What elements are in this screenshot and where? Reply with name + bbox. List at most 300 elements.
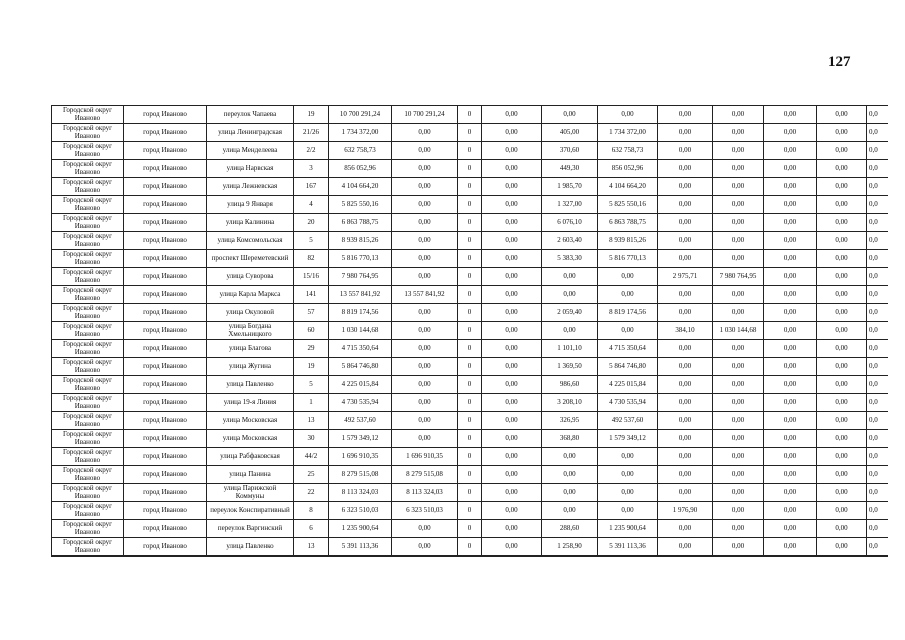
amount-cell: 0,00 (764, 412, 817, 430)
district-cell: Городской округ Иваново (52, 322, 124, 340)
house-number-cell: 30 (294, 430, 329, 448)
amount-cell: 0,00 (392, 250, 458, 268)
house-number-cell: 19 (294, 358, 329, 376)
count-cell: 0 (458, 412, 482, 430)
table-row (52, 142, 888, 160)
amount-cell: 0,00 (598, 466, 658, 484)
city-cell: город Иваново (124, 250, 207, 268)
street-cell: переулок Чапаева (207, 106, 294, 124)
amount-cell: 10 700 291,24 (392, 106, 458, 124)
district-cell: Городской округ Иваново (52, 412, 124, 430)
area-cell: 0,00 (658, 196, 713, 214)
amount-cell: 0,0 (867, 502, 888, 520)
area-cell: 2 603,40 (542, 232, 598, 250)
district-cell: Городской округ Иваново (52, 214, 124, 232)
amount-cell: 0,00 (817, 178, 867, 196)
area-cell: 0,00 (658, 538, 713, 557)
amount-cell: 0,00 (482, 412, 542, 430)
amount-cell: 0,00 (482, 358, 542, 376)
district-cell: Городской округ Иваново (52, 538, 124, 557)
table-row (52, 430, 888, 448)
district-cell: Городской округ Иваново (52, 394, 124, 412)
amount-cell: 4 104 664,20 (598, 178, 658, 196)
table-row (52, 376, 888, 394)
amount-cell: 5 816 770,13 (329, 250, 392, 268)
amount-cell: 6 323 510,03 (392, 502, 458, 520)
street-cell: улица Суворова (207, 268, 294, 286)
table-row (52, 106, 888, 124)
amount-cell: 8 939 815,26 (329, 232, 392, 250)
amount-cell: 0,0 (867, 304, 888, 322)
amount-cell: 0,00 (392, 412, 458, 430)
house-number-cell: 4 (294, 196, 329, 214)
table-row (52, 520, 888, 538)
amount-cell: 856 052,96 (329, 160, 392, 178)
amount-cell: 0,00 (817, 466, 867, 484)
amount-cell: 0,00 (392, 394, 458, 412)
area-cell: 0,00 (542, 268, 598, 286)
amount-cell: 0,0 (867, 214, 888, 232)
house-number-cell: 3 (294, 160, 329, 178)
amount-cell: 0,00 (392, 178, 458, 196)
amount-cell: 5 825 550,16 (598, 196, 658, 214)
area-cell: 368,80 (542, 430, 598, 448)
house-number-cell: 25 (294, 466, 329, 484)
amount-cell: 0,00 (764, 466, 817, 484)
amount-cell: 8 279 515,08 (329, 466, 392, 484)
amount-cell: 0,00 (482, 448, 542, 466)
amount-cell: 0,00 (817, 448, 867, 466)
amount-cell: 8 113 324,03 (392, 484, 458, 502)
amount-cell: 0,00 (764, 196, 817, 214)
street-cell: улица Менделеева (207, 142, 294, 160)
amount-cell: 0,00 (392, 232, 458, 250)
count-cell: 0 (458, 304, 482, 322)
amount-cell: 0,00 (598, 448, 658, 466)
amount-cell: 4 104 664,20 (329, 178, 392, 196)
street-cell: переулок Конспиративный (207, 502, 294, 520)
amount-cell: 0,0 (867, 358, 888, 376)
amount-cell: 0,00 (764, 268, 817, 286)
street-cell: переулок Варгинский (207, 520, 294, 538)
city-cell: город Иваново (124, 448, 207, 466)
area-cell: 0,00 (658, 178, 713, 196)
house-number-cell: 6 (294, 520, 329, 538)
house-number-cell: 20 (294, 214, 329, 232)
amount-cell: 0,00 (713, 412, 764, 430)
table-row (52, 160, 888, 178)
data-table (51, 105, 888, 557)
amount-cell: 0,00 (392, 304, 458, 322)
amount-cell: 0,00 (764, 250, 817, 268)
amount-cell: 5 864 746,80 (329, 358, 392, 376)
amount-cell: 0,00 (713, 250, 764, 268)
house-number-cell: 29 (294, 340, 329, 358)
count-cell: 0 (458, 466, 482, 484)
city-cell: город Иваново (124, 232, 207, 250)
area-cell: 0,00 (658, 376, 713, 394)
amount-cell: 0,00 (482, 214, 542, 232)
amount-cell: 0,00 (713, 124, 764, 142)
amount-cell: 0,00 (713, 376, 764, 394)
count-cell: 0 (458, 538, 482, 557)
area-cell: 2 059,40 (542, 304, 598, 322)
street-cell: проспект Шереметевский (207, 250, 294, 268)
amount-cell: 0,00 (482, 394, 542, 412)
area-cell: 0,00 (658, 232, 713, 250)
amount-cell: 5 391 113,36 (329, 538, 392, 557)
street-cell: улица Калинина (207, 214, 294, 232)
count-cell: 0 (458, 106, 482, 124)
area-cell: 6 076,10 (542, 214, 598, 232)
street-cell: улица 9 Января (207, 196, 294, 214)
amount-cell: 0,00 (764, 358, 817, 376)
district-cell: Городской округ Иваново (52, 160, 124, 178)
amount-cell: 0,0 (867, 376, 888, 394)
table-row (52, 412, 888, 430)
area-cell: 0,00 (658, 250, 713, 268)
amount-cell: 0,0 (867, 340, 888, 358)
count-cell: 0 (458, 250, 482, 268)
amount-cell: 4 715 350,64 (329, 340, 392, 358)
district-cell: Городской округ Иваново (52, 142, 124, 160)
amount-cell: 0,00 (392, 268, 458, 286)
amount-cell: 0,0 (867, 430, 888, 448)
house-number-cell: 60 (294, 322, 329, 340)
area-cell: 0,00 (542, 466, 598, 484)
amount-cell: 0,0 (867, 538, 888, 557)
count-cell: 0 (458, 232, 482, 250)
amount-cell: 1 235 900,64 (598, 520, 658, 538)
amount-cell: 492 537,60 (329, 412, 392, 430)
street-cell: улица Комсомольская (207, 232, 294, 250)
area-cell: 0,00 (658, 142, 713, 160)
area-cell: 1 976,90 (658, 502, 713, 520)
table-row (52, 448, 888, 466)
amount-cell: 0,00 (392, 160, 458, 178)
count-cell: 0 (458, 214, 482, 232)
amount-cell: 0,00 (713, 286, 764, 304)
amount-cell: 0,00 (817, 142, 867, 160)
area-cell: 0,00 (542, 484, 598, 502)
table-row (52, 322, 888, 340)
house-number-cell: 8 (294, 502, 329, 520)
city-cell: город Иваново (124, 160, 207, 178)
house-number-cell: 44/2 (294, 448, 329, 466)
area-cell: 0,00 (658, 358, 713, 376)
house-number-cell: 13 (294, 538, 329, 557)
table-row (52, 214, 888, 232)
district-cell: Городской округ Иваново (52, 124, 124, 142)
amount-cell: 0,00 (764, 448, 817, 466)
count-cell: 0 (458, 376, 482, 394)
amount-cell: 0,00 (764, 502, 817, 520)
amount-cell: 0,0 (867, 106, 888, 124)
house-number-cell: 82 (294, 250, 329, 268)
amount-cell: 8 113 324,03 (329, 484, 392, 502)
table-row (52, 232, 888, 250)
street-cell: улица Рабфаковская (207, 448, 294, 466)
amount-cell: 0,00 (713, 214, 764, 232)
city-cell: город Иваново (124, 142, 207, 160)
table-body (52, 106, 888, 557)
count-cell: 0 (458, 286, 482, 304)
amount-cell: 0,00 (482, 484, 542, 502)
area-cell: 0,00 (542, 502, 598, 520)
amount-cell: 0,00 (764, 538, 817, 557)
amount-cell: 10 700 291,24 (329, 106, 392, 124)
amount-cell: 0,00 (764, 322, 817, 340)
amount-cell: 0,00 (713, 304, 764, 322)
amount-cell: 0,00 (817, 250, 867, 268)
count-cell: 0 (458, 340, 482, 358)
count-cell: 0 (458, 394, 482, 412)
amount-cell: 0,00 (392, 196, 458, 214)
amount-cell: 0,00 (713, 196, 764, 214)
amount-cell: 0,00 (764, 160, 817, 178)
amount-cell: 4 225 015,84 (598, 376, 658, 394)
amount-cell: 0,00 (392, 124, 458, 142)
amount-cell: 0,00 (392, 358, 458, 376)
amount-cell: 7 980 764,95 (713, 268, 764, 286)
amount-cell: 0,00 (482, 106, 542, 124)
amount-cell: 5 864 746,80 (598, 358, 658, 376)
count-cell: 0 (458, 448, 482, 466)
street-cell: улица Благова (207, 340, 294, 358)
house-number-cell: 1 (294, 394, 329, 412)
house-number-cell: 141 (294, 286, 329, 304)
amount-cell: 0,0 (867, 268, 888, 286)
area-cell: 0,00 (542, 322, 598, 340)
amount-cell: 632 758,73 (598, 142, 658, 160)
amount-cell: 4 225 015,84 (329, 376, 392, 394)
area-cell: 1 258,90 (542, 538, 598, 557)
amount-cell: 0,00 (392, 322, 458, 340)
amount-cell: 0,00 (817, 322, 867, 340)
amount-cell: 0,00 (817, 268, 867, 286)
amount-cell: 1 734 372,00 (598, 124, 658, 142)
street-cell: улица Нарвская (207, 160, 294, 178)
amount-cell: 5 825 550,16 (329, 196, 392, 214)
city-cell: город Иваново (124, 286, 207, 304)
count-cell: 0 (458, 142, 482, 160)
amount-cell: 0,00 (482, 142, 542, 160)
count-cell: 0 (458, 520, 482, 538)
amount-cell: 0,00 (482, 466, 542, 484)
amount-cell: 8 279 515,08 (392, 466, 458, 484)
count-cell: 0 (458, 502, 482, 520)
amount-cell: 0,00 (764, 178, 817, 196)
amount-cell: 0,0 (867, 232, 888, 250)
amount-cell: 0,00 (598, 484, 658, 502)
amount-cell: 0,0 (867, 448, 888, 466)
amount-cell: 0,0 (867, 160, 888, 178)
amount-cell: 8 819 174,56 (598, 304, 658, 322)
amount-cell: 0,00 (764, 106, 817, 124)
amount-cell: 0,0 (867, 394, 888, 412)
amount-cell: 0,00 (482, 340, 542, 358)
amount-cell: 0,00 (482, 232, 542, 250)
amount-cell: 0,00 (764, 304, 817, 322)
amount-cell: 13 557 841,92 (329, 286, 392, 304)
amount-cell: 4 730 535,94 (598, 394, 658, 412)
amount-cell: 0,00 (817, 124, 867, 142)
district-cell: Городской округ Иваново (52, 448, 124, 466)
street-cell: улица Карла Маркса (207, 286, 294, 304)
table-row (52, 484, 888, 502)
amount-cell: 0,00 (598, 286, 658, 304)
amount-cell: 0,00 (482, 124, 542, 142)
area-cell: 0,00 (658, 106, 713, 124)
amount-cell: 632 758,73 (329, 142, 392, 160)
amount-cell: 0,00 (713, 160, 764, 178)
house-number-cell: 57 (294, 304, 329, 322)
street-cell: улица Лежневская (207, 178, 294, 196)
street-cell: улица Жугина (207, 358, 294, 376)
amount-cell: 6 863 788,75 (329, 214, 392, 232)
amount-cell: 1 734 372,00 (329, 124, 392, 142)
district-cell: Городской округ Иваново (52, 376, 124, 394)
amount-cell: 0,00 (764, 484, 817, 502)
district-cell: Городской округ Иваново (52, 268, 124, 286)
amount-cell: 0,00 (713, 466, 764, 484)
amount-cell: 0,00 (764, 214, 817, 232)
amount-cell: 0,00 (392, 142, 458, 160)
amount-cell: 0,00 (764, 340, 817, 358)
district-cell: Городской округ Иваново (52, 178, 124, 196)
area-cell: 1 369,50 (542, 358, 598, 376)
amount-cell: 0,00 (817, 520, 867, 538)
city-cell: город Иваново (124, 304, 207, 322)
amount-cell: 1 579 349,12 (598, 430, 658, 448)
amount-cell: 0,00 (817, 394, 867, 412)
amount-cell: 0,00 (482, 250, 542, 268)
amount-cell: 0,0 (867, 142, 888, 160)
street-cell: улица Ленинградская (207, 124, 294, 142)
district-cell: Городской округ Иваново (52, 340, 124, 358)
amount-cell: 0,00 (598, 502, 658, 520)
amount-cell: 0,00 (817, 484, 867, 502)
amount-cell: 0,00 (764, 124, 817, 142)
city-cell: город Иваново (124, 196, 207, 214)
area-cell: 384,10 (658, 322, 713, 340)
district-cell: Городской округ Иваново (52, 304, 124, 322)
city-cell: город Иваново (124, 412, 207, 430)
amount-cell: 0,00 (392, 520, 458, 538)
amount-cell: 0,00 (764, 376, 817, 394)
area-cell: 0,00 (658, 124, 713, 142)
street-cell: улица Богдана Хмельницкого (207, 322, 294, 340)
area-cell: 326,95 (542, 412, 598, 430)
amount-cell: 1 579 349,12 (329, 430, 392, 448)
amount-cell: 0,00 (713, 484, 764, 502)
count-cell: 0 (458, 322, 482, 340)
area-cell: 1 985,70 (542, 178, 598, 196)
street-cell: улица 19-я Линия (207, 394, 294, 412)
area-cell: 0,00 (658, 394, 713, 412)
area-cell: 0,00 (658, 448, 713, 466)
count-cell: 0 (458, 160, 482, 178)
city-cell: город Иваново (124, 394, 207, 412)
amount-cell: 6 863 788,75 (598, 214, 658, 232)
street-cell: улица Панина (207, 466, 294, 484)
amount-cell: 0,0 (867, 178, 888, 196)
area-cell: 986,60 (542, 376, 598, 394)
district-cell: Городской округ Иваново (52, 196, 124, 214)
city-cell: город Иваново (124, 268, 207, 286)
street-cell: улица Московская (207, 412, 294, 430)
amount-cell: 0,00 (817, 214, 867, 232)
table-row (52, 268, 888, 286)
table-row (52, 196, 888, 214)
amount-cell: 0,00 (764, 520, 817, 538)
city-cell: город Иваново (124, 106, 207, 124)
city-cell: город Иваново (124, 502, 207, 520)
amount-cell: 0,00 (764, 394, 817, 412)
amount-cell: 0,00 (713, 520, 764, 538)
area-cell: 288,60 (542, 520, 598, 538)
amount-cell: 0,0 (867, 250, 888, 268)
table-row (52, 394, 888, 412)
house-number-cell: 5 (294, 232, 329, 250)
table-row (52, 502, 888, 520)
amount-cell: 1 030 144,68 (713, 322, 764, 340)
table-row (52, 304, 888, 322)
amount-cell: 0,00 (482, 286, 542, 304)
amount-cell: 0,00 (817, 340, 867, 358)
amount-cell: 0,0 (867, 520, 888, 538)
city-cell: город Иваново (124, 124, 207, 142)
city-cell: город Иваново (124, 484, 207, 502)
amount-cell: 0,00 (817, 106, 867, 124)
amount-cell: 0,0 (867, 412, 888, 430)
amount-cell: 856 052,96 (598, 160, 658, 178)
city-cell: город Иваново (124, 466, 207, 484)
district-cell: Городской округ Иваново (52, 106, 124, 124)
area-cell: 0,00 (658, 286, 713, 304)
amount-cell: 0,00 (817, 538, 867, 557)
amount-cell: 0,00 (817, 304, 867, 322)
count-cell: 0 (458, 124, 482, 142)
district-cell: Городской округ Иваново (52, 232, 124, 250)
amount-cell: 5 816 770,13 (598, 250, 658, 268)
count-cell: 0 (458, 268, 482, 286)
amount-cell: 0,00 (482, 304, 542, 322)
district-cell: Городской округ Иваново (52, 466, 124, 484)
amount-cell: 6 323 510,03 (329, 502, 392, 520)
city-cell: город Иваново (124, 538, 207, 557)
house-number-cell: 13 (294, 412, 329, 430)
area-cell: 0,00 (658, 340, 713, 358)
amount-cell: 0,00 (482, 178, 542, 196)
page-number: 127 (828, 54, 851, 70)
amount-cell: 0,00 (817, 286, 867, 304)
area-cell: 3 208,10 (542, 394, 598, 412)
city-cell: город Иваново (124, 178, 207, 196)
district-cell: Городской округ Иваново (52, 286, 124, 304)
amount-cell: 1 235 900,64 (329, 520, 392, 538)
amount-cell: 0,00 (482, 196, 542, 214)
district-cell: Городской округ Иваново (52, 250, 124, 268)
amount-cell: 0,00 (598, 268, 658, 286)
count-cell: 0 (458, 484, 482, 502)
amount-cell: 0,00 (817, 376, 867, 394)
count-cell: 0 (458, 430, 482, 448)
house-number-cell: 5 (294, 376, 329, 394)
amount-cell: 0,0 (867, 286, 888, 304)
amount-cell: 0,00 (764, 232, 817, 250)
amount-cell: 1 030 144,68 (329, 322, 392, 340)
